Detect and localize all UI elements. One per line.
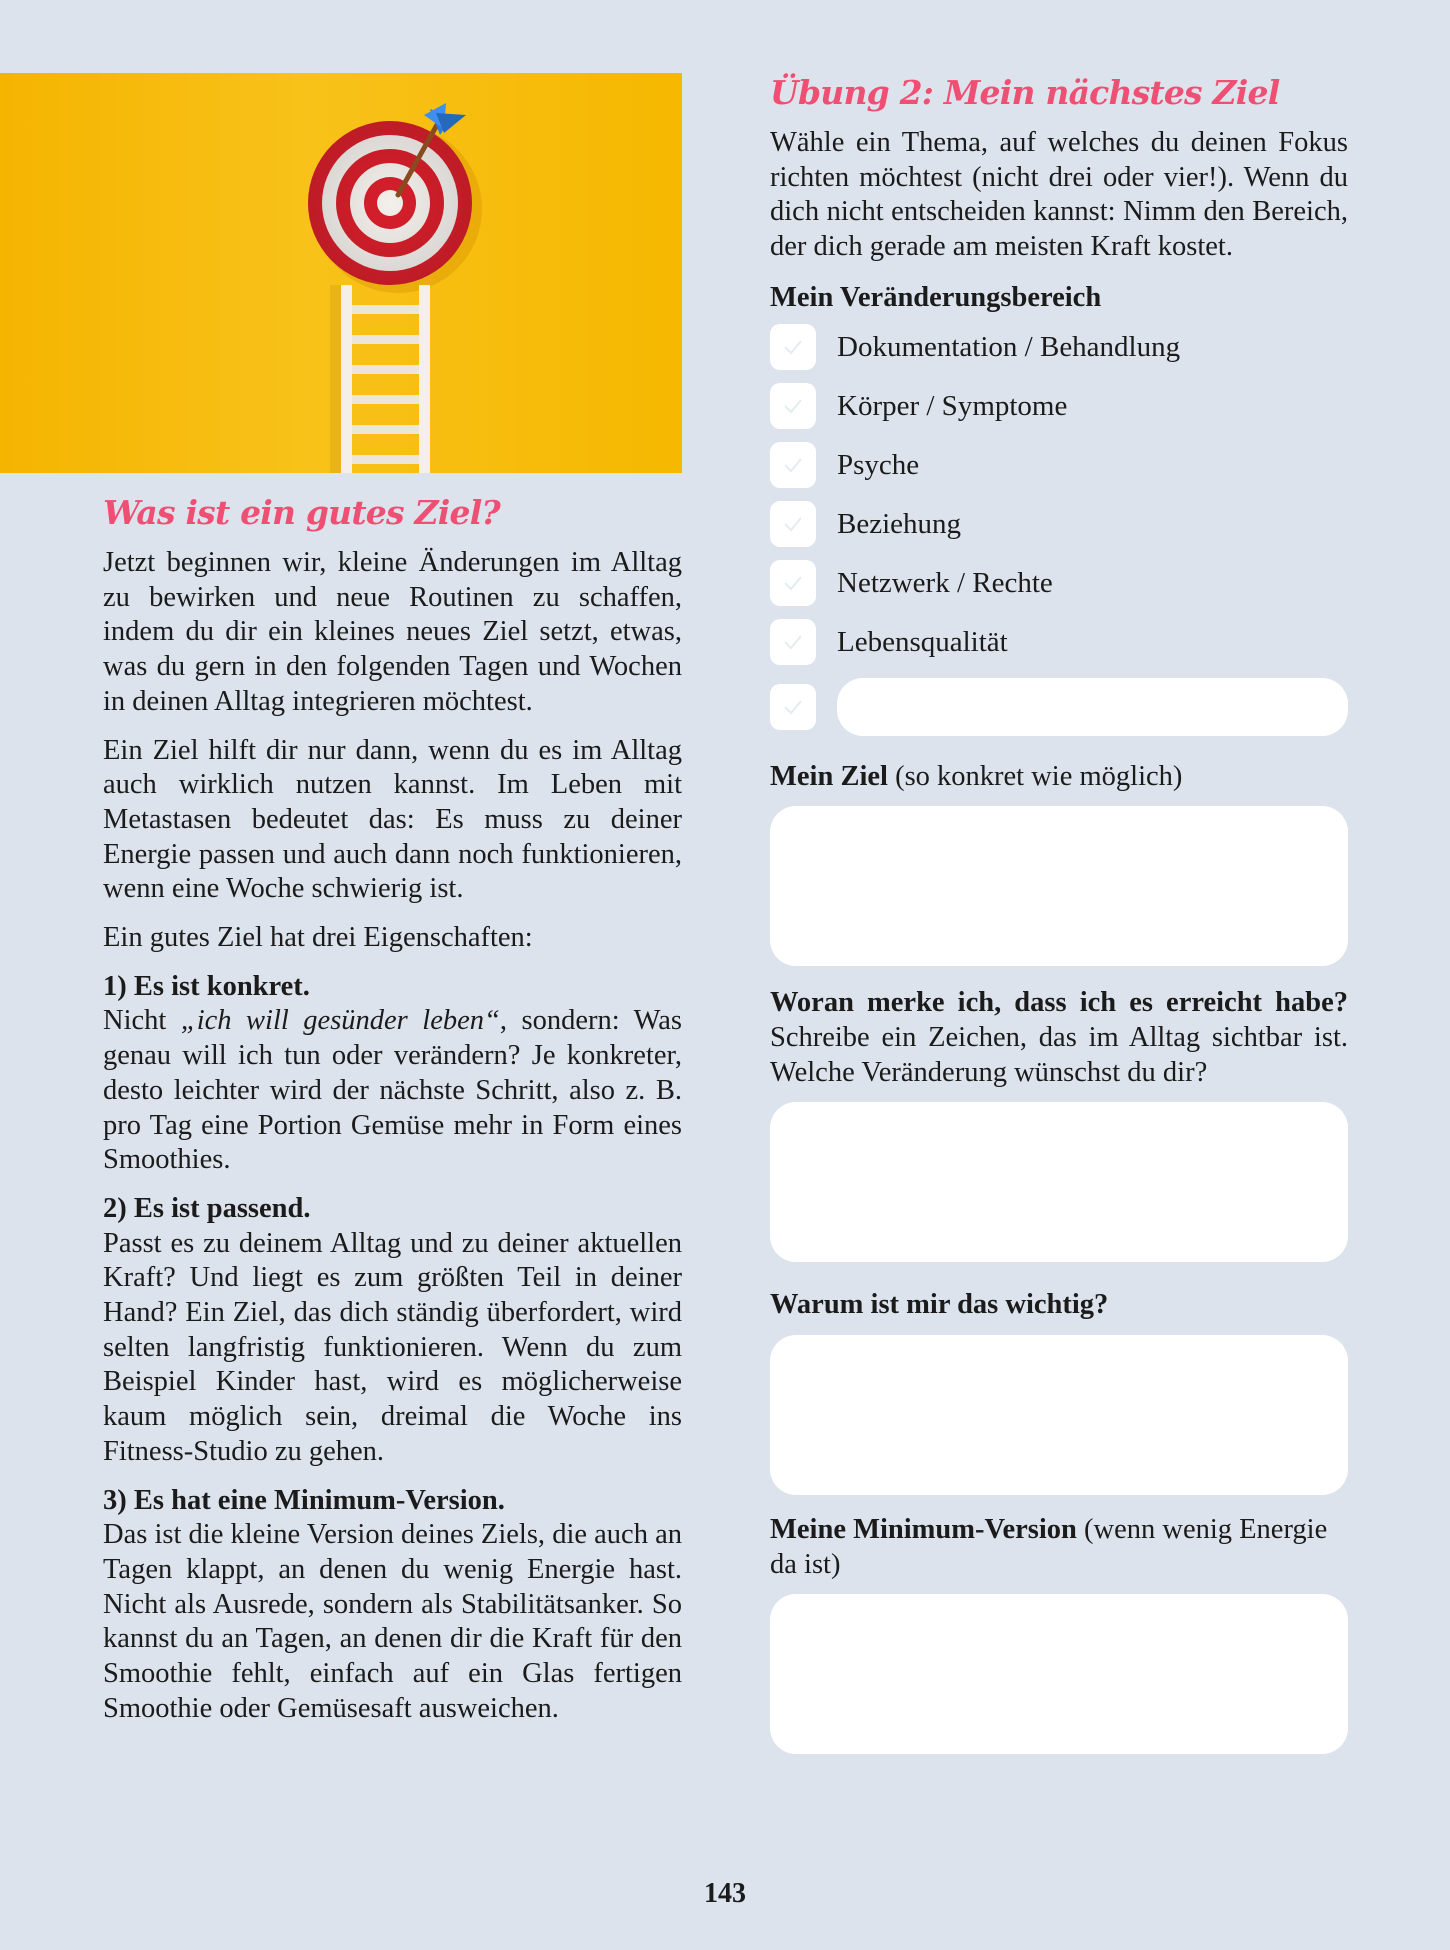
check-icon	[782, 698, 804, 716]
checkbox[interactable]	[770, 619, 816, 665]
options-list	[770, 324, 1348, 736]
option-label: Körper / Symptome	[837, 389, 1068, 422]
item2-text: Passt es zu deinem Alltag und zu deiner aktuellen Kraft? Und liegt es zum größten Teil in deiner Hand? Ein Ziel, das dich ständig überfordert, wird selten langfristig funktionieren. Wenn du zum Beispiel Kinder hast, wird es möglicherweise kaum möglich sein, dreimal die Woche ins Fitness-Studio zu gehen.	[103, 1227, 682, 1467]
paragraph-properties: Ein gutes Ziel hat drei Eigenschaften:	[103, 922, 533, 954]
goal-label: Mein Ziel (so konkret wie möglich)	[770, 760, 1183, 792]
minimum-label: Meine Minimum-Version (wenn wenig Energie da ist)	[770, 1514, 1328, 1580]
section-heading: Was ist ein gutes Ziel?	[103, 493, 500, 532]
other-area-input[interactable]	[837, 678, 1348, 736]
option-row	[770, 619, 1348, 666]
option-row	[770, 442, 1348, 489]
left-column	[103, 490, 682, 1727]
option-label: Dokumentation / Behandlung	[837, 330, 1181, 363]
option-row	[770, 383, 1348, 430]
checkbox[interactable]	[770, 560, 816, 606]
hero-image	[0, 73, 682, 473]
checkbox[interactable]	[770, 501, 816, 547]
area-label: Mein Veränderungsbereich	[770, 281, 1102, 313]
check-icon	[782, 574, 804, 592]
check-icon	[782, 397, 804, 415]
right-column	[770, 70, 1348, 1754]
item3-title: 3) Es hat eine Minimum-Version.	[103, 1484, 505, 1516]
item1-title: 1) Es ist konkret.	[103, 970, 310, 1002]
page-number: 143	[704, 1878, 746, 1909]
why-label: Warum ist mir das wichtig?	[770, 1289, 1109, 1321]
achieved-label: Woran merke ich, dass ich es erreicht habe? Schreibe ein Zeichen, das im Alltag sichtbar ist. Welche Veränderung wünschst du dir?	[770, 987, 1348, 1088]
option-label: Beziehung	[837, 507, 962, 540]
option-label: Psyche	[837, 448, 920, 481]
option-label: Netzwerk / Rechte	[837, 566, 1053, 599]
paragraph-intro: Jetzt beginnen wir, kleine Änderungen im Alltag zu bewirken und neue Routinen zu schaffen, indem du dir ein kleines neues Ziel setzt, etwas, was du gern in den folgenden Tagen und Wochen in deinen Alltag integrieren möchtest.	[103, 547, 682, 717]
achieved-input[interactable]	[770, 1102, 1348, 1262]
minimum-input[interactable]	[770, 1594, 1348, 1754]
exercise-heading: Übung 2: Mein nächstes Ziel	[770, 73, 1280, 112]
checkbox[interactable]	[770, 324, 816, 370]
option-row	[770, 324, 1348, 371]
checkbox[interactable]	[770, 684, 816, 730]
ladder-icon	[330, 285, 430, 473]
check-icon	[782, 338, 804, 356]
checkbox[interactable]	[770, 383, 816, 429]
why-input[interactable]	[770, 1335, 1348, 1495]
option-row	[770, 501, 1348, 548]
check-icon	[782, 633, 804, 651]
goal-input[interactable]	[770, 806, 1348, 966]
option-row-other	[770, 678, 1348, 736]
paragraph-metastasen: Ein Ziel hilft dir nur dann, wenn du es im Alltag auch wirklich nutzen kannst. Im Leben mit Metastasen bedeutet das: Es muss zu deiner Energie passen und auch dann noch funktionieren, wenn eine Woche schwierig ist.	[103, 734, 682, 905]
item3-text: Das ist die kleine Version deines Ziels, die auch an Tagen klappt, an denen du wenig Energie hast. Nicht als Ausrede, sondern als Stabilitätsanker. So kannst du an Tagen, an denen dir die Kraft für den Smoothie fehlt, einfach auf ein Glas fertigen Smoothie oder Gemüsesaft ausweichen.	[103, 1519, 682, 1724]
target-illustration	[0, 73, 682, 473]
checkbox[interactable]	[770, 442, 816, 488]
item2-title: 2) Es ist passend.	[103, 1192, 311, 1224]
exercise-intro: Wähle ein Thema, auf welches du deinen Fokus richten möchtest (nicht drei oder vier!). Wenn du dich nicht entscheiden kannst: Nimm den Bereich, der dich gerade am meisten Kraft kostet.	[770, 127, 1348, 263]
check-icon	[782, 456, 804, 474]
option-label: Lebensqualität	[837, 625, 1008, 658]
option-row	[770, 560, 1348, 607]
check-icon	[782, 515, 804, 533]
item1-text: Nicht „ich will gesünder leben“, sondern: Was genau will ich tun oder verändern? Je konkreter, desto leichter wird der nächste Schritt, also z. B. pro Tag eine Portion Gemüse mehr in Form eines Smoothies.	[103, 1005, 682, 1176]
